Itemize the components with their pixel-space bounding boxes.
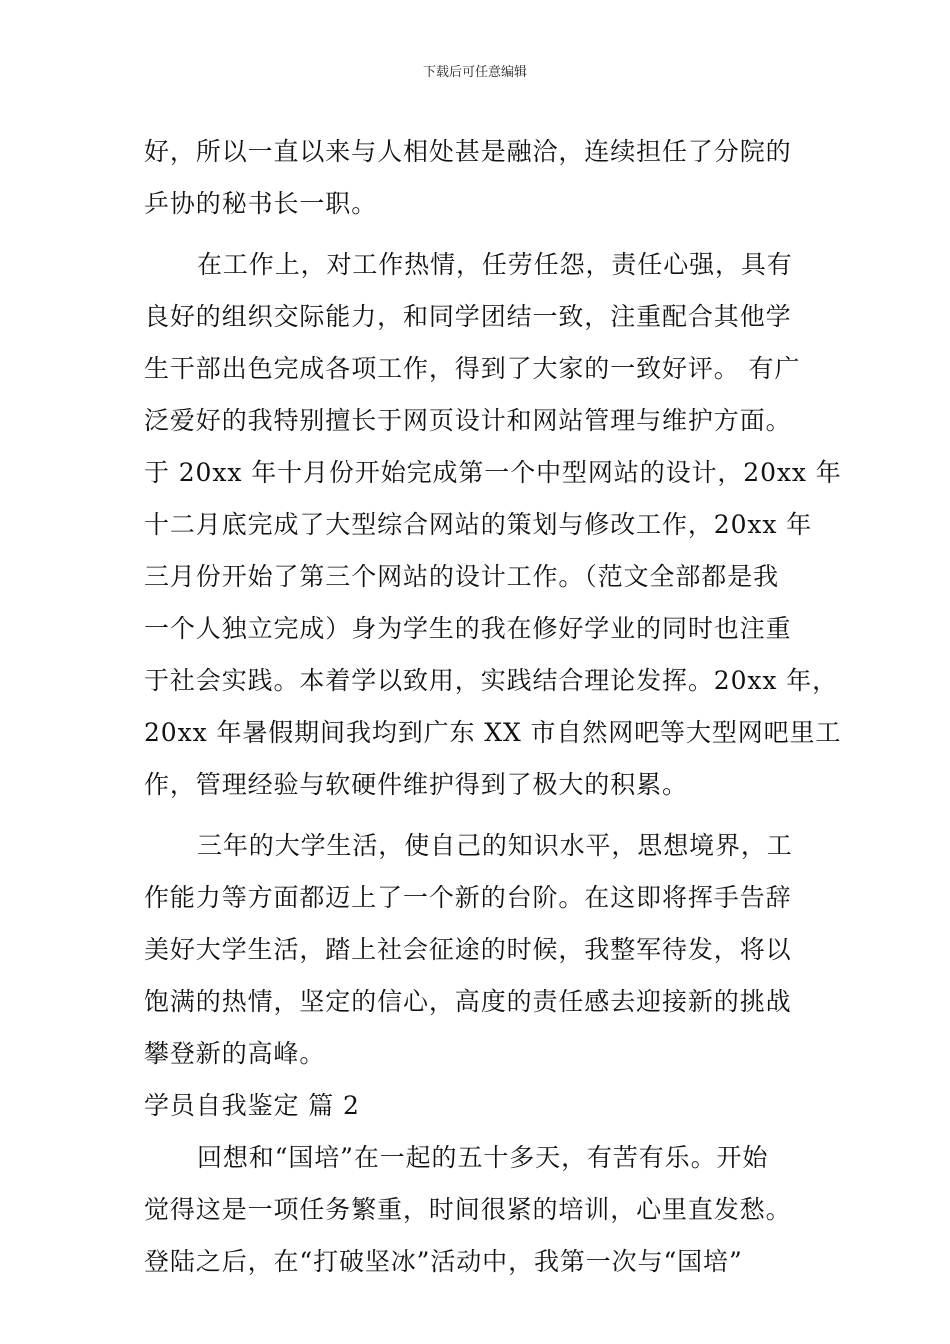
text-line: 好，所以一直以来与人相处甚是融洽，连续担任了分院的	[144, 137, 792, 166]
section-heading: 学员自我鉴定 篇 2	[144, 1091, 360, 1120]
text-line: 美好大学生活，踏上社会征途的时候，我整军待发，将以	[144, 935, 792, 964]
text-line: 于 20xx 年十月份开始完成第一个中型网站的设计，20xx 年	[144, 458, 842, 487]
text-line: 攀登新的高峰。	[144, 1039, 326, 1068]
text-line: 觉得这是一项任务繁重，时间很紧的培训，心里直发愁。	[144, 1195, 792, 1224]
page-header: 下载后可任意编辑	[422, 65, 527, 80]
text-line: 作能力等方面都迈上了一个新的台阶。在这即将挥手告辞	[144, 883, 792, 912]
text-line: 乒协的秘书长一职。	[144, 189, 378, 218]
paragraph-first-line: 回想和“国培”在一起的五十多天，有苦有乐。开始	[197, 1143, 769, 1172]
text-line: 登陆之后，在“打破坚冰”活动中，我第一次与“国培”	[144, 1247, 743, 1276]
paragraph-first-line: 三年的大学生活，使自己的知识水平，思想境界，工	[197, 831, 793, 860]
text-line: 生干部出色完成各项工作，得到了大家的一致好评。 有广	[144, 354, 801, 383]
text-line: 饱满的热情，坚定的信心，高度的责任感去迎接新的挑战	[144, 987, 792, 1016]
text-line: 十二月底完成了大型综合网站的策划与修改工作，20xx 年	[144, 510, 813, 539]
paragraph-first-line: 在工作上，对工作热情，任劳任怨，责任心强，具有	[197, 250, 793, 279]
text-line: 良好的组织交际能力，和同学团结一致，注重配合其他学	[144, 302, 792, 331]
document-body	[144, 126, 842, 1288]
text-line: 三月份开始了第三个网站的设计工作。（范文全部都是我	[144, 562, 780, 591]
text-line: 20xx 年暑假期间我均到广东 XX 市自然网吧等大型网吧里工	[144, 718, 842, 747]
text-line: 于社会实践。本着学以致用，实践结合理论发挥。20xx 年，	[144, 666, 839, 695]
text-line: 作，管理经验与软硬件维护得到了极大的积累。	[144, 770, 688, 799]
text-line: 一个人独立完成）身为学生的我在修好学业的同时也注重	[144, 614, 792, 643]
text-line: 泛爱好的我特别擅长于网页设计和网站管理与维护方面。	[144, 406, 792, 435]
